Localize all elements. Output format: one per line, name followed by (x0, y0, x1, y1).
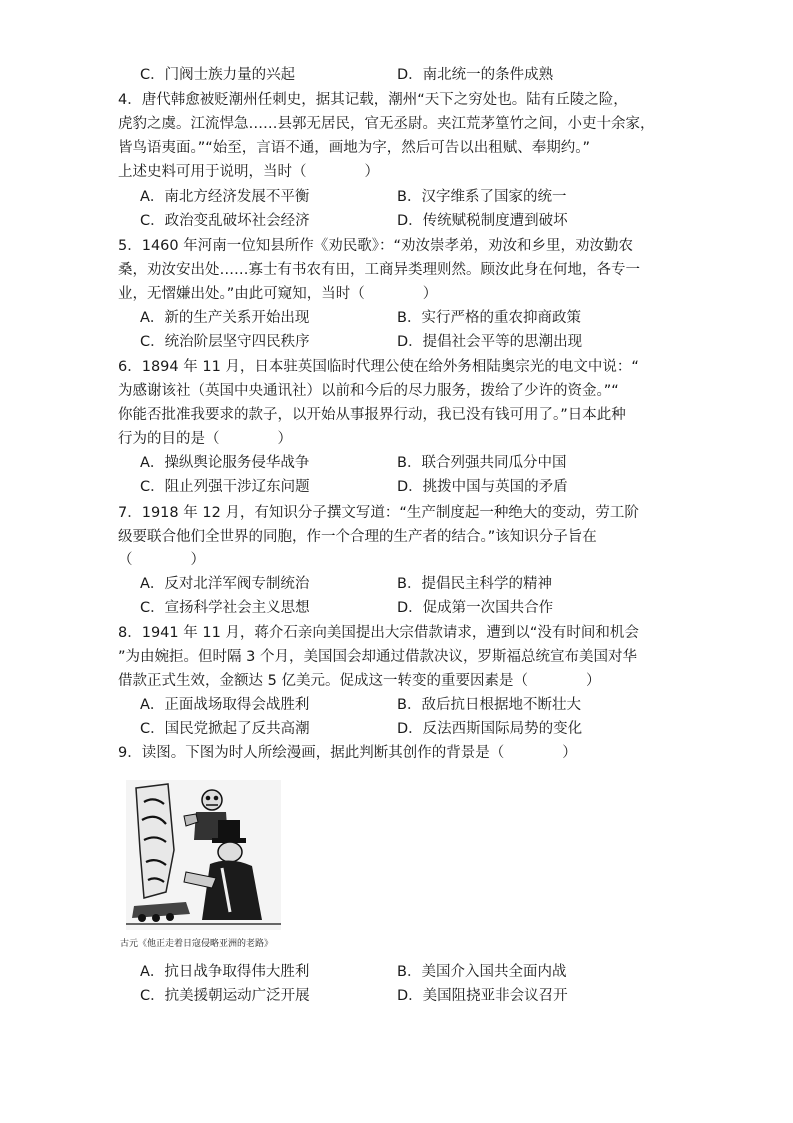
cartoon-illustration (126, 780, 281, 930)
q5-option-b[interactable]: B．实行严格的重农抑商政策 (397, 310, 581, 326)
q5-stem-line-1: 5．1460 年河南一位知县所作《劝民歌》：“劝汝崇孝弟，劝汝和乡里，劝汝勤农 (118, 238, 633, 254)
q6-option-a[interactable]: A．操纵舆论服务侵华战争 (140, 455, 310, 471)
q7-option-b[interactable]: B．提倡民主科学的精神 (397, 576, 552, 592)
q5-stem-line-3: 业，无慴嫌出处。”由此可窥知，当时（ ） (118, 286, 438, 302)
q7-option-d[interactable]: D．促成第一次国共合作 (397, 600, 554, 616)
q4-option-c[interactable]: C．政治变乱破坏社会经济 (140, 213, 310, 229)
q7-stem-line-2: 级要联合他们全世界的同胞，作一个合理的生产者的结合。”该知识分子旨在 (118, 529, 597, 545)
q8-option-c[interactable]: C．国民党掀起了反共高潮 (140, 721, 310, 737)
q8-option-b[interactable]: B．敌后抗日根据地不断壮大 (397, 697, 581, 713)
q6-option-c[interactable]: C．阻止列强干涉辽东问题 (140, 479, 310, 495)
q3-option-c[interactable]: C．门阀士族力量的兴起 (140, 67, 296, 83)
q4-option-d[interactable]: D．传统赋税制度遭到破坏 (397, 213, 568, 229)
q5-option-d[interactable]: D．提倡社会平等的思潮出现 (397, 334, 583, 350)
q6-stem-line-4: 行为的目的是（ ） (118, 431, 292, 447)
q8-option-d[interactable]: D．反法西斯国际局势的变化 (397, 721, 583, 737)
q5-option-c[interactable]: C．统治阶层坚守四民秩序 (140, 334, 310, 350)
q6-stem-line-1: 6．1894 年 11 月，日本驻英国临时代理公使在给外务相陆奥宗光的电文中说：“ (118, 359, 639, 375)
q9-option-d[interactable]: D．美国阻挠亚非会议召开 (397, 988, 568, 1004)
q9-option-c[interactable]: C．抗美援朝运动广泛开展 (140, 988, 310, 1004)
q9-option-a[interactable]: A．抗日战争取得伟大胜利 (140, 964, 310, 980)
q3-option-d[interactable]: D．南北统一的条件成熟 (397, 67, 554, 83)
q9-stem-line-1: 9．读图。下图为时人所绘漫画，据此判断其创作的背景是（ ） (118, 745, 577, 761)
q9-option-b[interactable]: B．美国介入国共全面内战 (397, 964, 567, 980)
q4-stem-line-1: 4．唐代韩愈被贬潮州任刺史，据其记载，潮州“天下之穷处也。陆有丘陵之险， (118, 92, 628, 108)
q7-stem-line-3: （ ） (118, 552, 205, 568)
q8-stem-line-1: 8．1941 年 11 月，蒋介石亲向美国提出大宗借款请求，遭到以“没有时间和机会 (118, 625, 639, 641)
q6-stem-line-2: 为感谢该社（英国中央通讯社）以前和今后的尽力服务，拨给了少许的资金。”“ (118, 383, 619, 399)
q8-stem-line-2: ”为由婉拒。但时隔 3 个月，美国国会却通过借款决议，罗斯福总统宣布美国对华 (118, 649, 637, 665)
q7-option-a[interactable]: A．反对北洋军阀专制统治 (140, 576, 310, 592)
q4-stem-line-2: 虎豹之虞。江流悍急……县郭无居民，官无丞尉。夹江荒茅篁竹之间，小吏十余家， (118, 116, 655, 132)
q4-option-b[interactable]: B．汉字维系了国家的统一 (397, 189, 567, 205)
q8-stem-line-3: 借款正式生效，金额达 5 亿美元。促成这一转变的重要因素是（ ） (118, 673, 601, 689)
q4-stem-line-4: 上述史料可用于说明，当时（ ） (118, 164, 379, 180)
q5-option-a[interactable]: A．新的生产关系开始出现 (140, 310, 310, 326)
q7-stem-line-1: 7．1918 年 12 月，有知识分子撰文写道：“生产制度起一种绝大的变动，劳工阶 (118, 505, 639, 521)
cartoon-caption: 古元《他正走着日寇侵略亚洲的老路》 (120, 939, 274, 949)
q7-option-c[interactable]: C．宣扬科学社会主义思想 (140, 600, 310, 616)
q4-stem-line-3: 皆鸟语夷面。”“始至，言语不通，画地为字，然后可告以出租赋、奉期约。” (118, 140, 591, 156)
q6-option-b[interactable]: B．联合列强共同瓜分中国 (397, 455, 567, 471)
q6-option-d[interactable]: D．挑拨中国与英国的矛盾 (397, 479, 568, 495)
q8-option-a[interactable]: A．正面战场取得会战胜利 (140, 697, 310, 713)
q6-stem-line-3: 你能否批准我要求的款子，以开始从事报界行动，我已没有钱可用了。”日本此种 (118, 407, 626, 423)
q4-option-a[interactable]: A．南北方经济发展不平衡 (140, 189, 310, 205)
q5-stem-line-2: 桑，劝汝安出处……寡士有书农有田，工商异类理则然。顾汝此身在何地，各专一 (118, 262, 640, 278)
